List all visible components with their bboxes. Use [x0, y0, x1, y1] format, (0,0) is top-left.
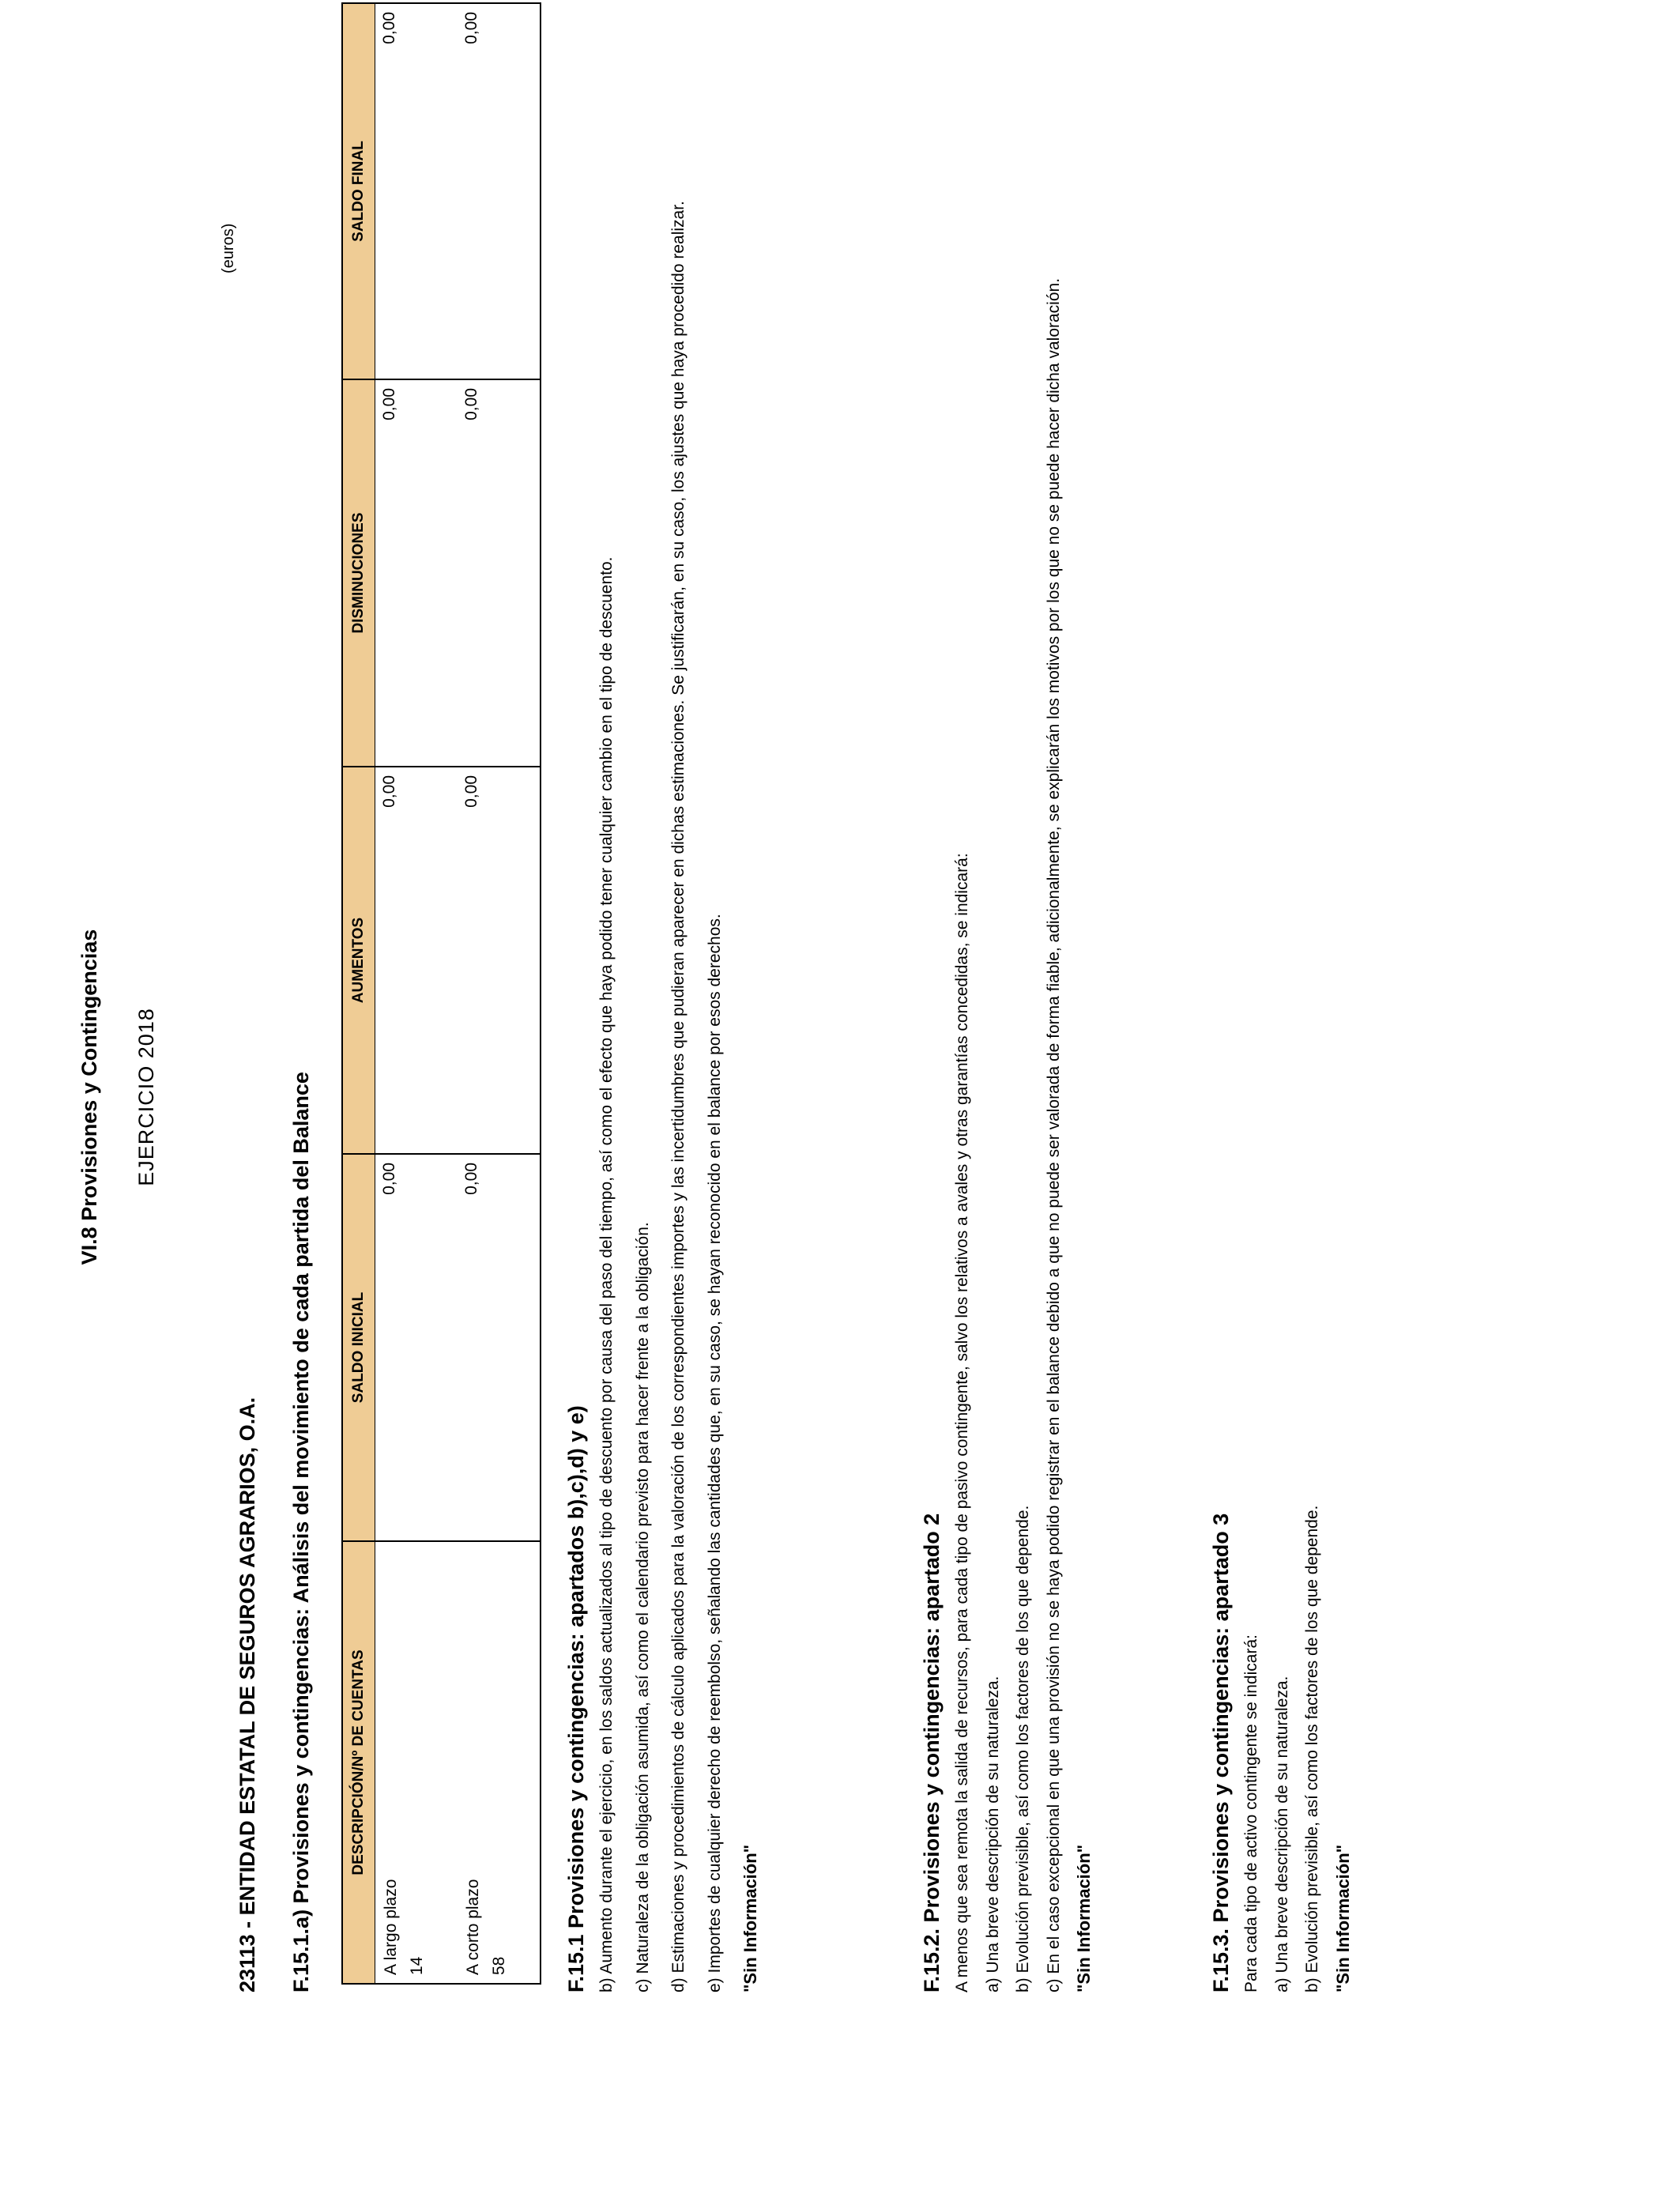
row-description: A largo plazo [382, 1879, 400, 1975]
section-15-3 [1209, 64, 1365, 1992]
page-title: VI.8 Provisiones y Contingencias [77, 929, 101, 1265]
section-15-2-item-b: b) Evolución previsible, así como los factores de los que depende. [1014, 1505, 1033, 1992]
section-15-1-title: F.15.1 Provisiones y contingencias: apartados b),c),d) y e) [564, 1405, 588, 1992]
currency-units-label: (euros) [220, 223, 237, 273]
aumentos-cell: 0,00 [375, 767, 458, 1154]
disminuciones-cell: 0,00 [458, 379, 541, 767]
no-information-note: "Sin Información" [1074, 1844, 1094, 1992]
section-15-3-intro: Para cada tipo de activo contingente se indicará: [1242, 1634, 1260, 1992]
fiscal-year-subtitle: EJERCICIO 2018 [134, 1008, 158, 1186]
section-15-1 [564, 64, 778, 1992]
row-description: A corto plazo [464, 1879, 482, 1975]
column-header-disminuciones: DISMINUCIONES [342, 379, 375, 767]
section-15-2-intro: A menos que sea remota la salida de recursos, para cada tipo de pasivo contingente, salvo los relativos a avales y otras garantías concedidas, se indicará: [953, 853, 971, 1992]
section-15-2-title: F.15.2. Provisiones y contingencias: apartado 2 [920, 1513, 944, 1992]
row-account-number: 58 [489, 1956, 508, 1975]
aumentos-cell: 0,00 [458, 767, 541, 1154]
section-15-3-title: F.15.3. Provisiones y contingencias: apartado 3 [1209, 1513, 1233, 1992]
column-header-aumentos: AUMENTOS [342, 767, 375, 1154]
table-row [458, 3, 541, 1984]
section-15-3-item-b: b) Evolución previsible, así como los factores de los que depende. [1303, 1505, 1322, 1992]
section-15-1-item-d: d) Estimaciones y procedimientos de cálculo aplicados para la valoración de los correspondientes importes y las incertidumbres que pudieran aparecer en dichas estimaciones. Se justificarán, en su caso, los ajustes que haya procedido realizar. [669, 201, 688, 1992]
row-description-cell [375, 1541, 458, 1984]
section-15-1-item-e: e) Importes de cualquier derecho de reembolso, señalando las cantidades que, en su caso, se hayan reconocido en el balance por esos derechos. [705, 914, 724, 1992]
section-15-2-item-c: c) En el caso excepcional en que una provisión no se haya podido registrar en el balance debido a que no puede ser valorada de forma fiable, adicionalmente, se explicarán los motivos por los que no se puede hacer dicha valoración. [1044, 277, 1063, 1992]
column-header-description: DESCRIPCIÓN/Nº DE CUENTAS [342, 1541, 375, 1984]
table-row [375, 3, 458, 1984]
saldo-final-cell: 0,00 [458, 3, 541, 379]
saldo-inicial-cell: 0,00 [375, 1154, 458, 1541]
row-account-number: 14 [407, 1956, 426, 1975]
table-header-row [342, 3, 375, 1984]
section-a-title: F.15.1.a) Provisiones y contingencias: Análisis del movimiento de cada partida del Balance [289, 1072, 313, 1992]
column-header-saldo-inicial: SALDO INICIAL [342, 1154, 375, 1541]
row-description-cell [458, 1541, 541, 1984]
section-15-3-item-a: a) Una breve descripción de su naturaleza. [1272, 1676, 1291, 1992]
section-15-2-item-a: a) Una breve descripción de su naturaleza. [983, 1676, 1002, 1992]
saldo-final-cell: 0,00 [375, 3, 458, 379]
section-15-1-item-b: b) Aumento durante el ejercicio, en los saldos actualizados al tipo de descuento por causa del paso del tiempo, así como el efecto que haya podido tener cualquier cambio en el tipo de descuento. [597, 556, 616, 1992]
saldo-inicial-cell: 0,00 [458, 1154, 541, 1541]
section-15-2 [920, 64, 1106, 1992]
provisions-movement-table [341, 2, 541, 1985]
no-information-note: "Sin Información" [1332, 1844, 1353, 1992]
disminuciones-cell: 0,00 [375, 379, 458, 767]
entity-name: 23113 - ENTIDAD ESTATAL DE SEGUROS AGRARIOS, O.A. [235, 1397, 259, 1992]
column-header-saldo-final: SALDO FINAL [342, 3, 375, 379]
no-information-note: "Sin Información" [740, 1844, 761, 1992]
section-15-1-item-c: c) Naturaleza de la obligación asumida, así como el calendario previsto para hacer frente a la obligación. [633, 1222, 652, 1992]
